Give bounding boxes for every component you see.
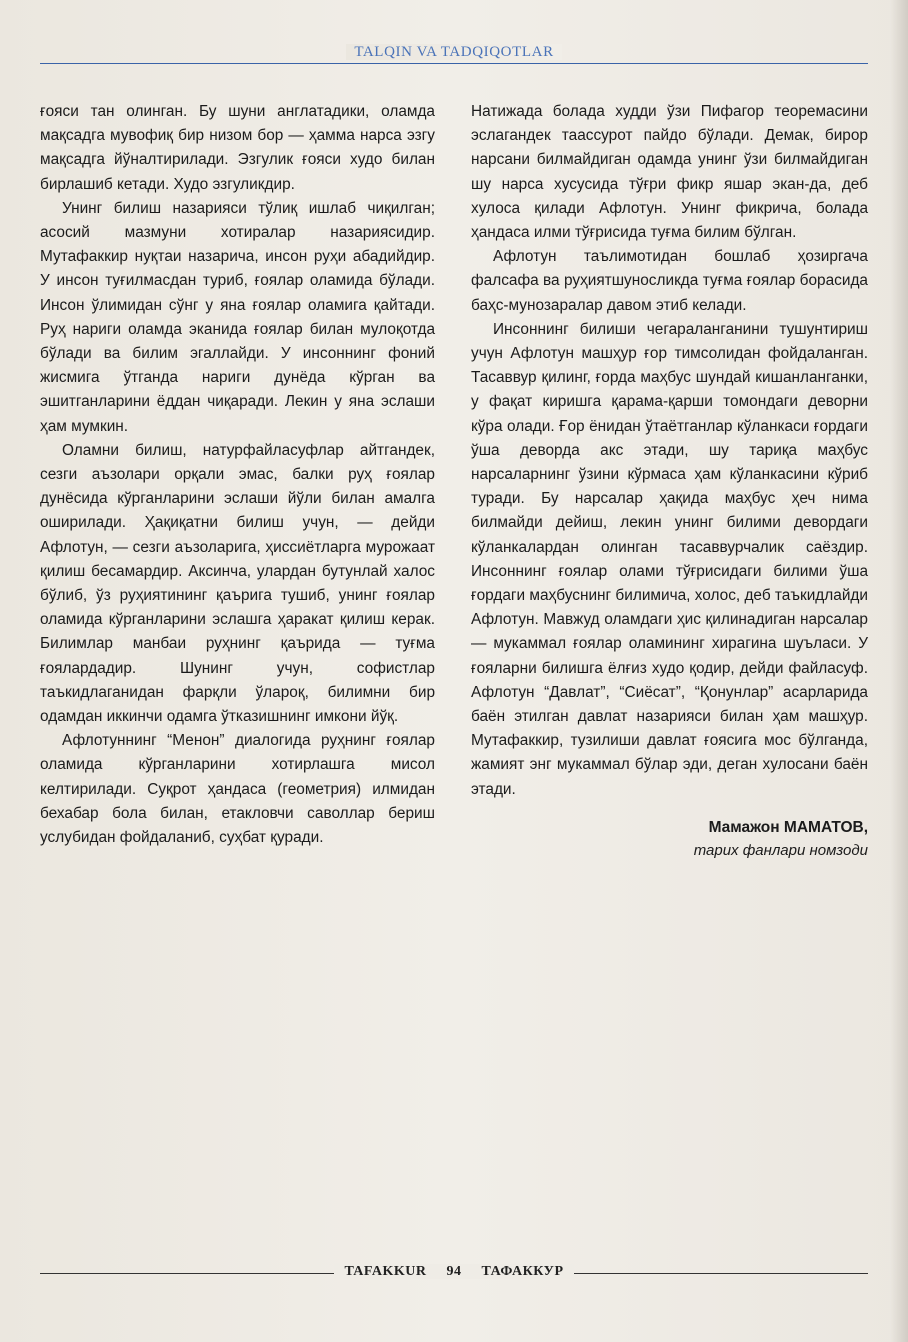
footer-magazine-latin: TAFAKKUR: [344, 1264, 427, 1279]
right-paragraph-1: Натижада болада худди ўзи Пифагор теоремасини эслагандек таассурот пайдо бўлади. Демак, бирор нарсани билмайдиган одамда унинг ўзи билмайдиган шу нарса хусусида тўғри фикр яшар экан-да, деб хулоса қилади Афлотун. Унинг фикрича, болада ҳандаса илми тўғрисида туғма билим бўлган.: [471, 103, 868, 242]
author-role: тарих фанлари номзоди: [693, 841, 868, 859]
right-column: [471, 100, 868, 862]
author-name: Мамажон МАМАТОВ,: [708, 818, 868, 836]
page-spine-shadow: [890, 0, 908, 1342]
left-paragraph-1: ғояси тан олинган. Бу шуни англатадики, оламда мақсадга мувофиқ бир низом бор — ҳамма нарса эзгу мақсадга йўналтирилади. Эзгулик ғояси худо билан бирлашиб кетади. Худо эзгуликдир.: [40, 103, 435, 193]
author-signature: [471, 816, 868, 862]
right-paragraph-2: Афлотун таълимотидан бошлаб ҳозиргача фалсафа ва руҳиятшуносликда туғма ғоялар борасида баҳс-мунозаралар давом этиб келади.: [471, 248, 868, 314]
running-header: [40, 42, 868, 68]
header-rule: [40, 63, 868, 64]
right-paragraph-3: Инсоннинг билиши чегараланганини тушунтириш учун Афлотун машҳур ғор тимсолидан фойдаланган. Тасаввур қилинг, ғорда маҳбус шундай кишанланганки, у фақат киришга қарама-қарши томондаги деворни кўра олади. Ғор ёнидан ўтаётганлар кўланкаси ғордаги ўша деворда акс этади, шу тариқа маҳбус нарсаларнинг ўзини кўрмаса ҳам кўланкасини кўриб туради. Бу нарсалар ҳақида маҳбус ҳеч нима билмайди дейиш, лекин унинг билими девордаги кўланкалардан олинган тасаввурчалик саёздир. Инсоннинг ғоялар олами тўғрисидаги билими ўша ғордаги маҳбуснинг билимича, холос, деб таъкидлайди Афлотун. Мавжуд оламдаги ҳис қилинадиган нарсалар — мукаммал ғоялар оламининг хирагина шуъласи. У ғояларни билишга ёлғиз худо қодир, дейди файласуф. Афлотун “Давлат”, “Сиёсат”, “Қонунлар” асарларида баён этилган давлат назарияси билан ҳам машҳур. Мутафаккир, тузилиши давлат ғоясига мос бўлганда, жамият энг мукаммал бўлар эди, деган хулосани баён этади.: [471, 320, 868, 798]
footer-magazine-cyrillic: ТАФАККУР: [481, 1264, 564, 1279]
left-paragraph-4: Афлотуннинг “Менон” диалогида руҳнинг ғоялар оламида кўрганларини хотирлашга мисол келтирилади. Суқрот ҳандаса (геометрия) илмидан бехабар бола билан, етакловчи саволлар бериш услубидан фойдаланиб, суҳбат қуради.: [40, 732, 435, 847]
left-paragraph-2: Унинг билиш назарияси тўлиқ ишлаб чиқилган; асосий мазмуни хотиралар назариясидир. Мутафаккир нуқтаи назарича, инсон руҳи абадийдир. У инсон туғилмасдан туриб, ғоялар оламида бўлади. Инсон ўлимидан сўнг у яна ғоялар оламига қайтади. Руҳ нариги оламда эканида ғоялар билан мулоқотда бўлади ва билим эгаллайди. У инсоннинг фоний жисмига ўтганда нариги дунёда кўрган ва эшитганларини ёддан чиқаради. Лекин у яна эслаши ҳам мумкин.: [40, 199, 435, 435]
left-column: [40, 100, 435, 850]
left-paragraph-3: Оламни билиш, натурфайласуфлар айтгандек, сезги аъзолари орқали эмас, балки руҳ ғоялар дунёсида кўрганларини эслаши йўли билан амалга оширилади. Ҳақиқатни билиш учун, — дейди Афлотун, — сезги аъзоларига, ҳиссиётларга мурожаат қилиш бесамардир. Аксинча, улардан бутунлай халос бўлиб, ўз руҳиятининг қаърига тушиб, унинг ғоялар оламида кўрганларини эслашга ҳаракат қилиш керак. Билимлар манбаи руҳнинг қаърида — туғма ғоялардадир. Шунинг учун, софистлар таъкидлаганидан фарқли ўлароқ, билимни бир одамдан иккинчи одамга ўтказишнинг имкони йўқ.: [40, 441, 435, 726]
running-footer: [40, 1262, 868, 1284]
section-title: TALQIN VA TADQIQOTLAR: [346, 44, 561, 60]
page-number: 94: [446, 1264, 462, 1279]
